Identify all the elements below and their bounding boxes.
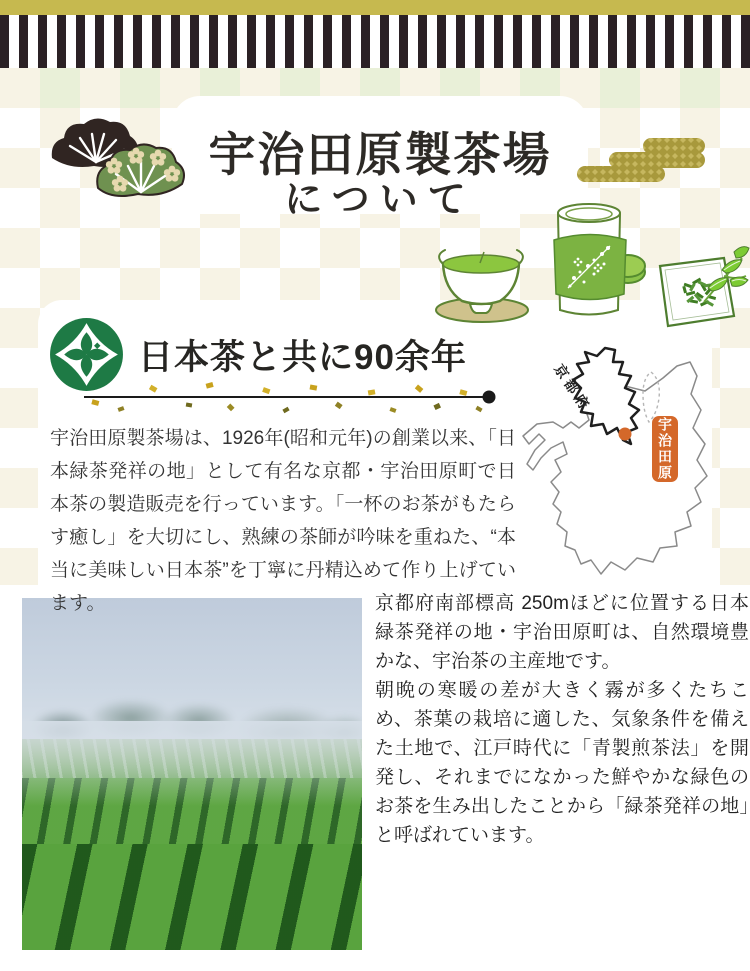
confetti-divider [78, 380, 500, 414]
photo-fog-overlay [22, 721, 362, 805]
stripe-banner [0, 15, 750, 68]
page-subtitle: について [284, 179, 476, 221]
teacup-icon [430, 243, 536, 325]
about-body-text: 宇治田原製茶場は、1926年(昭和元年)の創業以来、「日本緑茶発祥の地」として有名な京都・宇治田原町で日本茶の製造販売を行っています。「一杯のお茶がもたらす癒し」を大切にし、熟練の茶師が吟味を重ねた、“本当に美味しい日本茶”を丁寧に丹精込めて作り上げています。 [50, 428, 516, 614]
section-heading: 日本茶と共に90余年 [138, 338, 467, 377]
tea-field-photo [22, 598, 362, 950]
region-paragraph-2: 朝晩の寒暖の差が大きく霧が多くたちこめ、茶葉の栽培に適した、気象条件を備えた土地で、江戸時代に「青製煎茶法」を開発し、それまでになかった鮮やかな緑色のお茶を生み出したことから「緑茶発祥の地」と呼ばれています。 [375, 680, 749, 846]
page-title: 宇治田原製茶場 [208, 128, 552, 181]
location-marker-dot [619, 428, 632, 441]
prefecture-label: 京都府 [551, 361, 595, 415]
photo-near-field [22, 844, 362, 950]
region-paragraph-1: 京都府南部標高 250mほどに位置する日本緑茶発祥の地・宇治田原町は、自然環境豊かな、宇治茶の主産地です。 [375, 593, 749, 672]
location-marker-label: 宇治田原 [652, 416, 678, 482]
map-illustration [505, 336, 720, 586]
tea-leaves-paper-icon [646, 236, 750, 338]
top-accent-bar [0, 0, 750, 15]
region-description [375, 589, 749, 850]
